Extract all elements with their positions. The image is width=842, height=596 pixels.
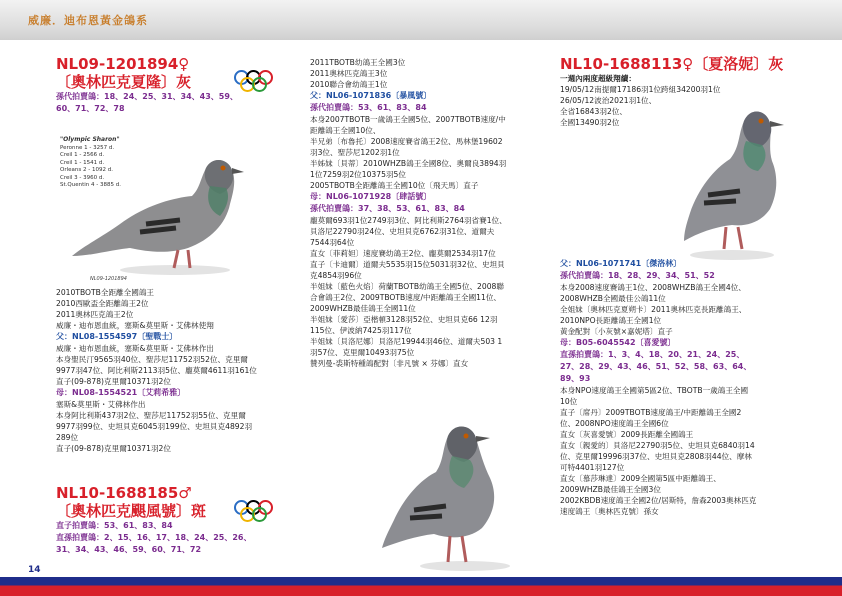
bird2-sire-note: 羽3位、聖莎尼1202羽1位 bbox=[310, 148, 400, 157]
bird2-dam-note: 半姐妹〔愛莎〕亞楷頓3128羽52位、史坦貝克66 12羽 bbox=[310, 315, 498, 324]
bird3-dam-note: 2002KBDB速度鴿王全國2位/居斯特，詹森2003奧林匹克 bbox=[560, 496, 757, 505]
bird2-note: 2011奧林匹克鴿王3位 bbox=[310, 69, 388, 78]
pigeon-photo-bar-cock bbox=[380, 400, 530, 572]
bird2-sire-note: 半兄弟〔布魯托〕2008速度賽省鴿王2位、馬林堡19602 bbox=[310, 137, 503, 146]
bird2-dam-note: 2009WHZB最佳鴿王全國11位 bbox=[310, 304, 416, 313]
bird2-dam-note: 贊列曼-裘斯特種鴿配對〔非凡號 × 芬娜〕直女 bbox=[310, 359, 469, 368]
bird1-note: 威廉・迪布恩血統，塞斯&莫里斯・艾佛林使翔 bbox=[56, 321, 214, 330]
bird2-note: 2011TBOTB幼鴿王全國3位 bbox=[310, 58, 406, 67]
bird1-title-line2: 〔奧林匹克夏隆〕灰 bbox=[56, 73, 192, 91]
bird2-dam-note: 羽57位、克里爾10493羽75位 bbox=[310, 348, 415, 357]
bird2-sire-note: 半姊妹〔貝蒂〕2010WHZB鴿王全國8位、奧爾良3894羽 bbox=[310, 159, 507, 168]
pigeon-photo-gray-hen-2 bbox=[670, 95, 800, 260]
bird2-title-line2: 〔奧林匹克颶風號〕斑 bbox=[56, 502, 207, 520]
bird2-pedigree bbox=[310, 57, 550, 369]
bird3-dam: 母：B05-6045542〔喜愛號〕 bbox=[560, 338, 676, 347]
bird3-dam-note: 10位 bbox=[560, 397, 578, 406]
bird1-grandchildren: 孫代拍賣鴿：18、24、25、31、34、43、59、 bbox=[56, 92, 238, 101]
bird1-sire-note: 直子(09-878)克里爾10371羽2位 bbox=[56, 377, 171, 386]
bird3-sire-note: 全姐妹〔奧林匹克夏朔卡〕2011奧林匹克長距離鴿王、 bbox=[560, 305, 747, 314]
bird3-sire-note: 2010NPO長距離鴿王全國1位 bbox=[560, 316, 662, 325]
bird3-dam-grandchildren-cont: 27、28、29、43、46、51、52、58、63、64、 bbox=[560, 362, 752, 371]
bird3-dam-note: 2009WHZB最佳鴿王全國3位 bbox=[560, 485, 661, 494]
bird1-dam-note: 289位 bbox=[56, 433, 79, 442]
page-header bbox=[0, 0, 842, 40]
bird2-dam-note: 龐莫爾693羽1位2749羽3位、阿比利斯2764羽省賽1位、 bbox=[310, 216, 507, 225]
bird2-dam-note: 直子〔卡迪爾〕道爾夫5535羽15位5031羽32位、史坦貝 bbox=[310, 260, 505, 269]
bird1-dam: 母：NL08-1554521〔艾莉希雅〕 bbox=[56, 388, 186, 397]
bird3-intro: 全國13490羽2位 bbox=[560, 118, 620, 127]
bird3-dam-grandchildren-cont: 89、93 bbox=[560, 374, 591, 383]
bird2-grandchildren: 直孫拍賣鴿：2、15、16、17、18、24、25、26、 bbox=[56, 533, 252, 542]
bird3-dam-note: 速度鴿王〔奧林匹克號〕孫女 bbox=[560, 507, 659, 516]
bird2-sire-grandchildren: 孫代拍賣鴿：53、61、83、84 bbox=[310, 103, 427, 112]
bird1-note: 2010TBOTB全距離全國鴿王 bbox=[56, 288, 155, 297]
bird3-dam-note: 直女〔慕莎琳達〕2009全國第5區中距離鴿王、 bbox=[560, 474, 721, 483]
bird3-dam-note: 本身NPO速度鴿王全國第5區2位、TBOTB一歲鴿王全國 bbox=[560, 386, 749, 395]
bird2-dam-note: 克4854羽96位 bbox=[310, 271, 362, 280]
bird2-title-line1: NL10-1688185♂ bbox=[56, 484, 192, 502]
bird3-pedigree bbox=[560, 258, 822, 517]
bird2-sire-note: 2005TBOTB全距離鴿王全國10位〔飛天馬〕直子 bbox=[310, 181, 479, 190]
bird1-dam-note: 直子(09-878)克里爾10371羽2位 bbox=[56, 444, 171, 453]
footer-color-band bbox=[0, 577, 842, 596]
bird1-sire: 父：NL08-1554597〔聖戰士〕 bbox=[56, 332, 178, 341]
bird1-caption-title: "Olympic Sharon" bbox=[60, 136, 120, 143]
bird3-sire-grandchildren: 孫代拍賣鴿：18、28、29、34、51、52 bbox=[560, 271, 715, 280]
bird2-dam: 母：NL06-1071928〔肆話號〕 bbox=[310, 192, 432, 201]
bird3-dam-note: 直女〔親愛的〕貝洛尼22790羽5位、史坦貝克6840羽14 bbox=[560, 441, 755, 450]
bird3-dam-note: 位、克里爾19996羽37位、史坦貝克2808羽44位、摩林 bbox=[560, 452, 752, 461]
bird3-intro: 一週內兩度超級翔續： bbox=[560, 74, 636, 83]
bird2-dam-note: 115位、伊波納7425羽117位 bbox=[310, 326, 412, 335]
bird3-dam-note: 直女〔灰喜愛號〕2009長距離全國鴿王 bbox=[560, 430, 694, 439]
bird3-dam-note: 直子〔席丹〕2009TBOTB速度鴿王/中距離鴿王全國2 bbox=[560, 408, 742, 417]
bird1-note: 2010西歐盃全距離鴿王2位 bbox=[56, 299, 149, 308]
caption-line: Creil 1 - 2566 d. bbox=[60, 152, 105, 158]
bird1-ring-label: NL09-1201894 bbox=[90, 276, 127, 282]
bird2-dam-grandchildren: 孫代拍賣鴿：37、38、53、61、83、84 bbox=[310, 204, 465, 213]
bird3-dam-note: 可特4401羽127位 bbox=[560, 463, 625, 472]
bird1-note: 2011奧林匹克鴿王2位 bbox=[56, 310, 134, 319]
bird1-dam-note: 本身阿比利斯437羽2位、聖莎尼11752羽55位、克里爾 bbox=[56, 411, 246, 420]
bird2-dam-note: 半姐妹〔藍色火焰〕荷蘭TBOTB幼鴿王全國5位、2008聯 bbox=[310, 282, 504, 291]
bird3-intro: 全省16843羽2位、 bbox=[560, 107, 627, 116]
caption-line: St.Quentin 4 - 3885 d. bbox=[60, 182, 121, 188]
bird2-sire-note: 本身2007TBOTB一歲鴿王全國5位、2007TBOTB速度/中 bbox=[310, 115, 506, 124]
bird2-dam-note: 貝洛尼22790羽24位、史坦貝克6762羽31位、道爾夫 bbox=[310, 227, 495, 236]
bird1-dam-note: 9977羽99位、史坦貝克6045羽199位、史坦貝克4892羽 bbox=[56, 422, 253, 431]
bird1-dam-note: 塞斯&莫里斯・艾佛林作出 bbox=[56, 400, 146, 409]
bird2-dam-note: 直女〔菲莉妲〕速度賽幼鴿王2位、龐莫爾2534羽17位 bbox=[310, 249, 496, 258]
bird3-title: NL10-1688113♀〔夏洛妮〕灰 bbox=[560, 55, 784, 73]
bird1-sire-note: 威廉・迪布恩血統，塞斯&莫里斯・艾佛林作出 bbox=[56, 344, 214, 353]
bird2-sire-note: 距離鴿王全國10位、 bbox=[310, 126, 381, 135]
bird3-dam-note: 位、2008NPO速度鴿王全國6位 bbox=[560, 419, 669, 428]
bird3-sire-note: 黃金配對〔小灰號×嘉妮塔〕直子 bbox=[560, 327, 673, 336]
bird1-pedigree bbox=[56, 287, 286, 454]
bird1-sire-note: 本身聖民汀9565羽40位、聖莎尼11752羽52位、克里爾 bbox=[56, 355, 248, 364]
caption-line: Orleans 2 - 1092 d. bbox=[60, 167, 113, 173]
bird1-grandchildren-cont: 60、71、72、78 bbox=[56, 104, 125, 113]
bird3-intro: 19/05/12南提爾17186羽1位跨組34200羽1位 bbox=[560, 85, 721, 94]
bird2-note: 2010聯合會幼鴿王1位 bbox=[310, 80, 388, 89]
bird2-sire-note: 1位7259羽2位10375羽5位 bbox=[310, 170, 406, 179]
bird2-sire: 父：NL06-1071836〔暴風號〕 bbox=[310, 91, 432, 100]
header-title: 威廉．迪布恩黃金鴿系 bbox=[28, 14, 148, 27]
caption-line: Creil 3 - 3960 d. bbox=[60, 174, 105, 181]
page-number: 14 bbox=[28, 565, 41, 575]
bird2-grandchildren-cont: 31、34、43、46、59、60、71、72 bbox=[56, 545, 202, 554]
bird3-sire-note: 本身2008速度賽鴿王1位、2008WHZB鴿王全國4位、 bbox=[560, 283, 746, 292]
bird3-sire: 父：NL06-1071741〔傑洛林〕 bbox=[560, 259, 682, 268]
bird3-intro: 26/05/12波治2021羽1位、 bbox=[560, 96, 657, 105]
bird3-dam-grandchildren: 直孫拍賣鴿：1、3、4、18、20、21、24、25、 bbox=[560, 350, 745, 359]
caption-line: Creil 1 - 1541 d. bbox=[60, 159, 105, 166]
bird1-sire-note: 9977羽47位、阿比利斯2113羽5位、龐莫爾4611羽161位 bbox=[56, 366, 257, 375]
bird3-sire-note: 2008WHZB全國最佳公鴿11位 bbox=[560, 294, 666, 303]
caption-line: Peronne 1 - 3257 d. bbox=[60, 144, 115, 151]
bird2-children: 直子拍賣鴿：53、61、83、84 bbox=[56, 521, 173, 530]
bird1-title-line1: NL09-1201894♀ bbox=[56, 55, 190, 73]
bird2-dam-note: 合會鴿王2位、2009TBOTB速度/中距離鴿王全國11位、 bbox=[310, 293, 502, 302]
bird1-results-caption bbox=[60, 136, 152, 190]
bird2-dam-note: 半姐妹〔貝洛尼娜〕貝洛尼19944羽46位、道爾夫503 1 bbox=[310, 337, 503, 346]
bird2-dam-note: 7544羽64位 bbox=[310, 238, 355, 247]
